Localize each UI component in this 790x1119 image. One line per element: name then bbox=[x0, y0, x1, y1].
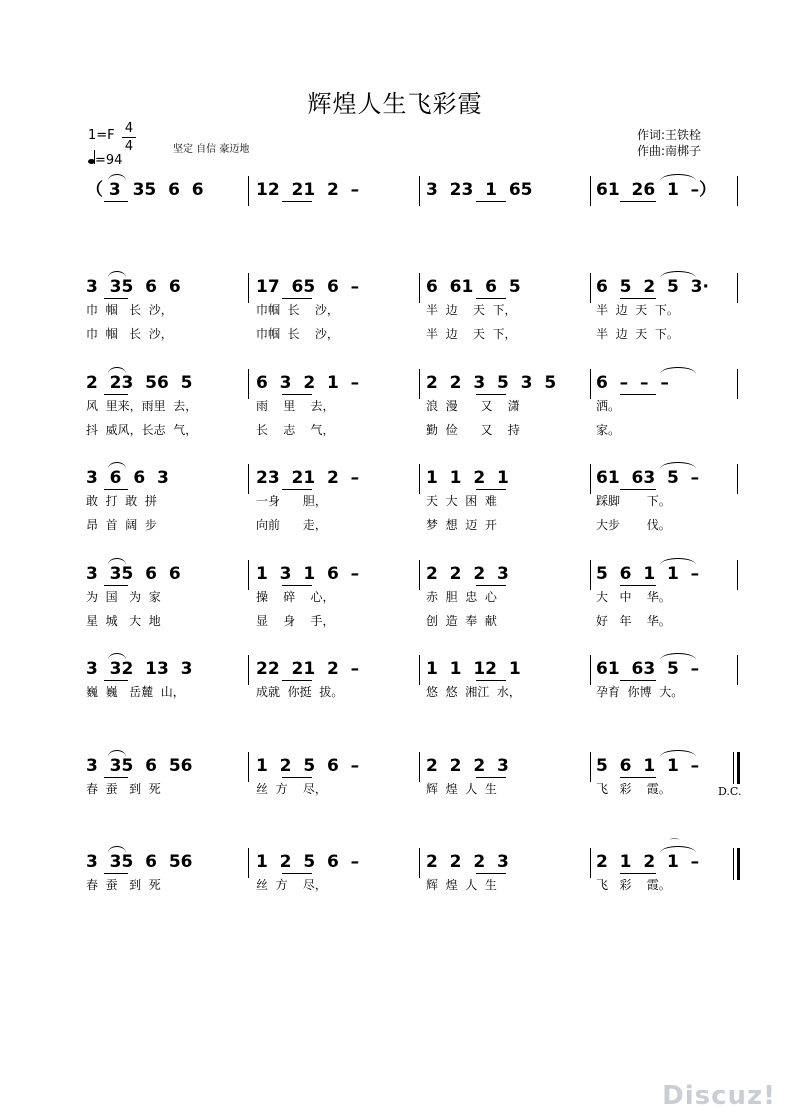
measure: 5 6 1 1 – bbox=[596, 756, 700, 776]
measure: 6 – – – bbox=[596, 373, 669, 393]
beam-underline bbox=[282, 298, 312, 299]
lyric-verse-1: 半 边 天 下， bbox=[426, 303, 517, 317]
beam-underline bbox=[620, 489, 656, 490]
watermark-logo: Discuz! bbox=[662, 1081, 776, 1111]
measure: 61 26 1 –） bbox=[596, 180, 717, 200]
measure: 3 23 1 65 bbox=[426, 180, 533, 200]
barline bbox=[419, 848, 420, 878]
beam-underline bbox=[476, 777, 506, 778]
measure: 22 21 2 – bbox=[256, 659, 360, 679]
lyric-verse-2: 好 年 华。 bbox=[596, 614, 671, 628]
measure: 3 35 6 56 bbox=[86, 852, 193, 872]
barline bbox=[248, 176, 249, 206]
measure: 3 35 6 56 bbox=[86, 756, 193, 776]
beam-underline bbox=[104, 873, 128, 874]
measure: 1 2 5 6 – bbox=[256, 756, 360, 776]
tie-arc bbox=[660, 462, 696, 469]
measure: （ 3 35 6 6 bbox=[86, 180, 204, 200]
beam-underline bbox=[282, 680, 312, 681]
barline bbox=[419, 273, 420, 303]
beam-underline bbox=[476, 680, 506, 681]
page-title: 辉煌人生飞彩霞 bbox=[307, 90, 483, 118]
barline bbox=[737, 655, 738, 685]
lyric-verse-1: 悠 悠 湘江 水， bbox=[426, 685, 521, 699]
measure: 5 6 1 1 – bbox=[596, 564, 700, 584]
measure: 2 2 2 3 bbox=[426, 564, 509, 584]
lyric-verse-1: 浪 漫 又 潇 bbox=[426, 399, 520, 413]
lyric-verse-1: 巍 巍 岳麓 山， bbox=[86, 685, 185, 699]
beam-underline bbox=[104, 777, 128, 778]
lyric-verse-2: 家。 bbox=[596, 423, 621, 437]
lyric-verse-1: 洒。 bbox=[596, 399, 621, 413]
measure: 3 35 6 6 bbox=[86, 277, 181, 297]
lyric-verse-1: 春 蚕 到 死 bbox=[86, 878, 161, 892]
barline bbox=[590, 752, 591, 782]
fermata-icon: ⌒ bbox=[670, 839, 680, 849]
barline bbox=[419, 464, 420, 494]
lyric-verse-1: 操 碎 心， bbox=[256, 590, 335, 604]
tie-arc bbox=[108, 750, 126, 757]
tie-arc bbox=[108, 653, 126, 660]
barline bbox=[419, 655, 420, 685]
measure: 6 3 2 1 – bbox=[256, 373, 360, 393]
beam-underline bbox=[476, 489, 506, 490]
lyric-verse-1: 丝 方 尽， bbox=[256, 878, 327, 892]
barline bbox=[248, 464, 249, 494]
measure: 23 21 2 – bbox=[256, 468, 360, 488]
beam-underline bbox=[620, 298, 656, 299]
lyric-verse-2: 勤 俭 又 持 bbox=[426, 423, 520, 437]
beam-underline bbox=[104, 298, 128, 299]
beam-underline bbox=[282, 873, 312, 874]
tie-arc bbox=[660, 271, 696, 278]
measure: 2 2 2 3 bbox=[426, 852, 509, 872]
barline bbox=[590, 848, 591, 878]
tie-arc bbox=[108, 271, 126, 278]
measure: 1 2 5 6 – bbox=[256, 852, 360, 872]
final-barline-thick bbox=[737, 752, 740, 784]
barline bbox=[248, 848, 249, 878]
lyric-verse-1: 辉 煌 人 生 bbox=[426, 782, 497, 796]
beam-underline bbox=[476, 873, 506, 874]
tie-arc bbox=[108, 462, 126, 469]
barline bbox=[419, 560, 420, 590]
credits bbox=[637, 127, 701, 159]
beam-underline bbox=[476, 201, 506, 202]
lyric-verse-1: 风 里来，雨里 去， bbox=[86, 399, 198, 413]
lyric-verse-1: 辉 煌 人 生 bbox=[426, 878, 497, 892]
final-barline-thin bbox=[733, 752, 734, 784]
tie-arc bbox=[660, 174, 696, 181]
beam-underline bbox=[620, 394, 656, 395]
measure: 17 65 6 – bbox=[256, 277, 360, 297]
lyric-verse-2: 显 身 手， bbox=[256, 614, 335, 628]
lyric-verse-2: 巾帼 长 沙， bbox=[256, 327, 339, 341]
beam-underline bbox=[282, 394, 312, 395]
lyric-verse-2: 创 造 奉 献 bbox=[426, 614, 497, 628]
beam-underline bbox=[476, 298, 506, 299]
lyric-verse-1: 半 边 天 下。 bbox=[596, 303, 679, 317]
lyric-verse-1: 飞 彩 霞。 bbox=[596, 878, 671, 892]
lyric-verse-1: 踩脚 下。 bbox=[596, 494, 671, 508]
lyric-verse-1: 为 国 为 家 bbox=[86, 590, 161, 604]
beam-underline bbox=[476, 394, 506, 395]
tie-arc bbox=[108, 174, 126, 181]
lyric-verse-1: 春 蚕 到 死 bbox=[86, 782, 161, 796]
barline bbox=[737, 176, 738, 206]
measure: 2 1 2 1 – bbox=[596, 852, 700, 872]
beam-underline bbox=[104, 585, 128, 586]
expression-marking: 坚定 自信 豪迈地 bbox=[173, 144, 250, 155]
lyric-verse-2: 长 志 气， bbox=[256, 423, 335, 437]
beam-underline bbox=[620, 680, 656, 681]
beam-underline bbox=[104, 201, 128, 202]
time-signature-bottom: 4 bbox=[124, 139, 134, 154]
barline bbox=[419, 176, 420, 206]
lyric-verse-2: 梦 想 迈 开 bbox=[426, 518, 497, 532]
tempo-value: =94 bbox=[95, 153, 123, 168]
key-signature: 1=F bbox=[88, 128, 115, 143]
tie-arc bbox=[660, 750, 696, 757]
lyric-verse-1: 丝 方 尽， bbox=[256, 782, 327, 796]
tie-arc bbox=[660, 558, 696, 565]
barline bbox=[590, 464, 591, 494]
lyric-verse-2: 向前 走， bbox=[256, 518, 327, 532]
measure: 3 32 13 3 bbox=[86, 659, 193, 679]
beam-underline bbox=[282, 585, 312, 586]
tie-arc bbox=[108, 846, 126, 853]
measure: 61 63 5 – bbox=[596, 659, 700, 679]
beam-underline bbox=[104, 680, 128, 681]
tie-arc bbox=[108, 367, 126, 374]
barline bbox=[590, 369, 591, 399]
time-signature-top: 4 bbox=[124, 121, 134, 136]
barline bbox=[737, 273, 738, 303]
measure: 2 23 56 5 bbox=[86, 373, 193, 393]
lyric-verse-2: 巾 帼 长 沙， bbox=[86, 327, 173, 341]
beam-underline bbox=[476, 585, 506, 586]
measure: 6 5 2 5 3· bbox=[596, 277, 709, 297]
lyric-verse-1: 赤 胆 忠 心 bbox=[426, 590, 497, 604]
lyric-verse-1: 飞 彩 霞。 bbox=[596, 782, 671, 796]
time-signature bbox=[122, 121, 136, 154]
measure: 1 1 12 1 bbox=[426, 659, 521, 679]
tie-arc bbox=[108, 558, 126, 565]
tie-arc bbox=[660, 653, 696, 660]
measure: 2 2 2 3 bbox=[426, 756, 509, 776]
lyric-verse-1: 孕育 你博 大。 bbox=[596, 685, 684, 699]
barline bbox=[248, 273, 249, 303]
measure: 6 61 6 5 bbox=[426, 277, 521, 297]
barline bbox=[590, 560, 591, 590]
measure: 1 3 1 6 – bbox=[256, 564, 360, 584]
beam-underline bbox=[104, 489, 128, 490]
lyric-verse-2: 抖 威风，长志 气， bbox=[86, 423, 198, 437]
barline bbox=[248, 369, 249, 399]
barline bbox=[737, 560, 738, 590]
barline bbox=[248, 752, 249, 782]
measure: 3 6 6 3 bbox=[86, 468, 169, 488]
lyric-verse-2: 半 边 天 下。 bbox=[596, 327, 679, 341]
measure: 2 2 3 5 3 5 bbox=[426, 373, 557, 393]
beam-underline bbox=[282, 201, 312, 202]
lyric-verse-1: 天 大 困 难 bbox=[426, 494, 497, 508]
beam-underline bbox=[620, 201, 656, 202]
beam-underline bbox=[282, 489, 312, 490]
lyric-verse-1: 大 中 华。 bbox=[596, 590, 671, 604]
barline bbox=[590, 655, 591, 685]
dc-marking: D.C. bbox=[718, 785, 742, 798]
barline bbox=[248, 655, 249, 685]
final-barline-thick bbox=[737, 848, 740, 880]
barline bbox=[737, 369, 738, 399]
lyric-verse-1: 敢 打 敢 拼 bbox=[86, 494, 157, 508]
barline bbox=[248, 560, 249, 590]
lyric-verse-2: 星 城 大 地 bbox=[86, 614, 161, 628]
lyric-verse-1: 一身 胆， bbox=[256, 494, 327, 508]
lyric-verse-1: 雨 里 去， bbox=[256, 399, 335, 413]
measure: 3 35 6 6 bbox=[86, 564, 181, 584]
barline bbox=[737, 464, 738, 494]
measure: 1 1 2 1 bbox=[426, 468, 509, 488]
measure: 12 21 2 – bbox=[256, 180, 360, 200]
final-barline-thin bbox=[733, 848, 734, 880]
lyric-verse-2: 半 边 天 下， bbox=[426, 327, 517, 341]
composer-credit: 作曲:南梆子 bbox=[637, 144, 702, 158]
lyric-verse-1: 成就 你挺 拔。 bbox=[256, 685, 344, 699]
lyric-verse-1: 巾 帼 长 沙， bbox=[86, 303, 173, 317]
beam-underline bbox=[104, 394, 128, 395]
barline bbox=[590, 176, 591, 206]
barline bbox=[419, 752, 420, 782]
lyric-verse-2: 昂 首 阔 步 bbox=[86, 518, 157, 532]
tie-arc bbox=[660, 367, 696, 374]
barline bbox=[419, 369, 420, 399]
beam-underline bbox=[282, 777, 312, 778]
lyric-verse-2: 大步 伐。 bbox=[596, 518, 671, 532]
lyricist-credit: 作词:王铁栓 bbox=[637, 128, 702, 142]
measure: 61 63 5 – bbox=[596, 468, 700, 488]
lyric-verse-1: 巾帼 长 沙， bbox=[256, 303, 339, 317]
beam-underline bbox=[620, 777, 656, 778]
beam-underline bbox=[620, 873, 656, 874]
tempo-marking bbox=[88, 150, 122, 168]
beam-underline bbox=[620, 585, 656, 586]
barline bbox=[590, 273, 591, 303]
